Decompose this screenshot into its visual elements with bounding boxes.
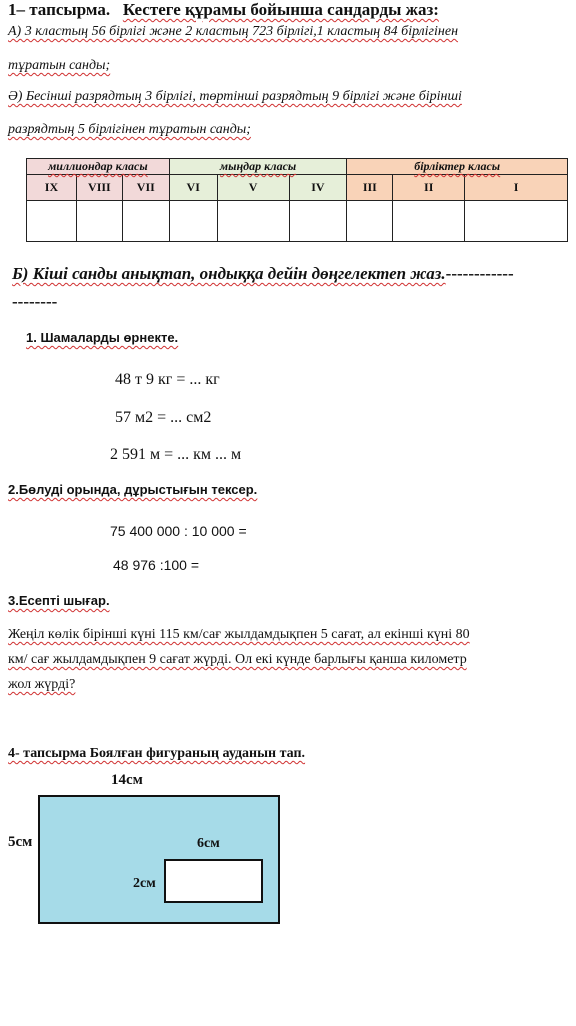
class-millions-header: миллиондар класы — [27, 159, 170, 175]
answer-cell[interactable] — [217, 201, 289, 242]
sub2-eq1: 75 400 000 : 10 000 = — [110, 523, 247, 539]
label-height: 5см — [8, 834, 33, 850]
digit-header: I — [465, 175, 568, 201]
taskB-dashes: ------------ — [445, 264, 514, 283]
sub3-line3: жол жүрді? — [8, 677, 76, 692]
answer-cell[interactable] — [465, 201, 568, 242]
digit-header: VII — [122, 175, 169, 201]
sub2-eq2: 48 976 :100 = — [113, 557, 200, 573]
answer-cell[interactable] — [393, 201, 465, 242]
digit-header: II — [393, 175, 465, 201]
sub1-title: 1. Шамаларды өрнекте. — [26, 330, 179, 345]
task1-number: 1– тапсырма. — [8, 0, 111, 19]
label-inner-width: 6см — [197, 836, 220, 851]
answer-cell[interactable] — [122, 201, 169, 242]
class-units-header: бірліктер класы — [347, 159, 568, 175]
answer-cell[interactable] — [347, 201, 393, 242]
digit-header: III — [347, 175, 393, 201]
answer-cell[interactable] — [289, 201, 347, 242]
taskB-dashes-line2: -------- — [12, 292, 58, 311]
task1-a-line2: тұратын санды; — [8, 58, 111, 73]
class-thousands-header: мыңдар класы — [169, 159, 347, 175]
answer-cell[interactable] — [27, 201, 77, 242]
sub3-title: 3.Есепті шығар. — [8, 593, 110, 608]
task1-heading: Кестеге құрамы бойынша сандарды жаз: — [122, 0, 439, 19]
answer-cell[interactable] — [76, 201, 122, 242]
taskB-title: Б) Кіші санды анықтап, ондыққа дейін дөңгелектеп жаз.------------ — [12, 264, 514, 283]
sub1-eq3: 2 591 м = ... км ... м — [110, 446, 242, 463]
digit-header: IV — [289, 175, 347, 201]
task1-title — [8, 0, 439, 20]
place-value-table — [26, 158, 568, 242]
sub3-line2: км/ сағ жылдамдықпен 9 сағат жүрді. Ол екі күнде барлығы қанша километр — [8, 652, 467, 667]
sub3-line1: Жеңіл көлік бірінші күні 115 км/сағ жылдамдықпен 5 сағат, ал екінші күні 80 — [8, 627, 470, 642]
answer-cell[interactable] — [169, 201, 217, 242]
label-inner-height: 2см — [133, 876, 156, 891]
digit-header: IX — [27, 175, 77, 201]
task4-title: 4- тапсырма Боялған фигураның ауданын тап. — [8, 746, 306, 761]
unshaded-inner-rectangle — [164, 859, 263, 903]
label-width: 14см — [111, 772, 143, 788]
task1-ae-line2: разрядтың 5 бірлігінен тұратын санды; — [8, 122, 251, 137]
task1-ae-line1: Ә) Бесінші разрядтың 3 бірлігі, төртінші разрядтың 9 бірлігі және бірінші — [8, 89, 462, 104]
digit-header: V — [217, 175, 289, 201]
task1-a-line1: А) 3 кластың 56 бірлігі және 2 кластың 723 бірлігі,1 кластың 84 бірлігінен — [8, 24, 459, 39]
sub1-eq2: 57 м2 = ... см2 — [115, 409, 212, 426]
sub1-eq1: 48 т 9 кг = ... кг — [115, 371, 220, 388]
digit-header: VI — [169, 175, 217, 201]
digit-header: VIII — [76, 175, 122, 201]
sub2-title: 2.Бөлуді орында, дұрыстығын тексер. — [8, 482, 258, 497]
